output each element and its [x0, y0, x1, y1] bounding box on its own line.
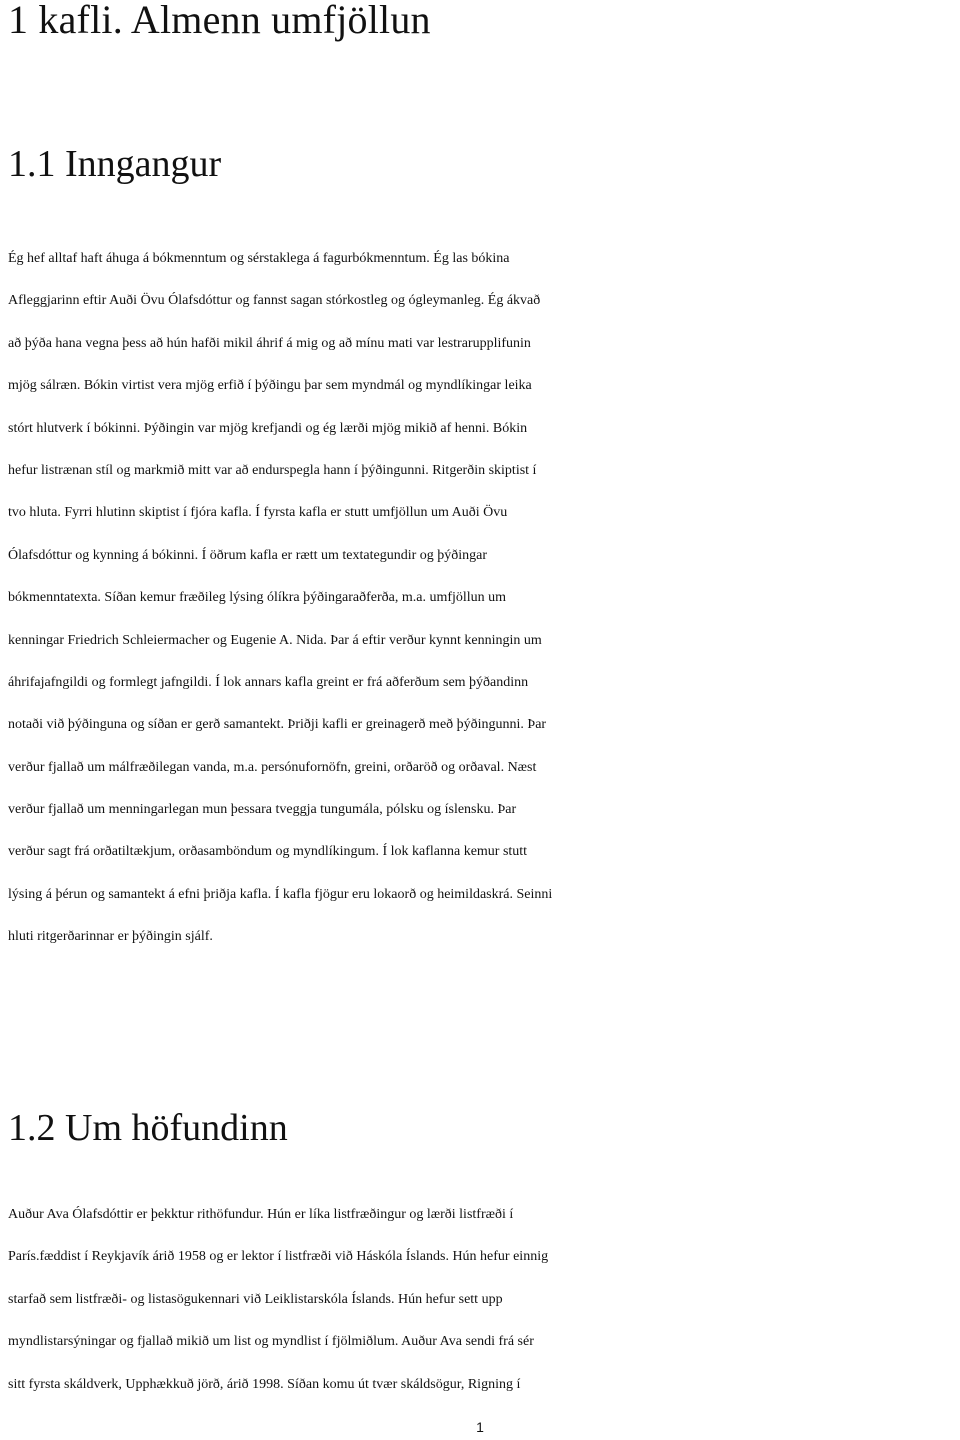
paragraph-line: hluti ritgerðarinnar er þýðingin sjálf. — [8, 929, 213, 945]
introduction-paragraph — [8, 238, 956, 959]
paragraph-line: áhrifajafngildi og formlegt jafngildi. Í lok annars kafla greint er frá aðferðum sem þýðandinn — [8, 674, 529, 690]
paragraph-line: notaði við þýðinguna og síðan er gerð samantekt. Þriðji kafli er greinagerð með þýðingunni. Þar — [8, 717, 547, 733]
paragraph-line: verður sagt frá orðatiltækjum, orðasamböndum og myndlíkingum. Í lok kaflanna kemur stutt — [8, 844, 528, 860]
paragraph-line: verður fjallað um málfræðilegan vanda, m.a. persónufornöfn, greini, orðaröð og orðaval. Næst — [8, 759, 537, 775]
paragraph-line: mjög sálræn. Bókin virtist vera mjög erfið í þýðingu þar sem myndmál og myndlíkingar leika — [8, 378, 532, 394]
paragraph-line: Ólafsdóttur og kynning á bókinni. Í öðrum kafla er rætt um textategundir og þýðingar — [8, 547, 488, 563]
paragraph-line: hefur listrænan stíl og markmið mitt var að endurspegla hann í þýðingunni. Ritgerðin skiptist í — [8, 462, 537, 478]
paragraph-line: stórt hlutverk í bókinni. Þýðingin var mjög krefjandi og ég lærði mjög mikið af henni. Bókin — [8, 420, 528, 436]
paragraph-line: tvo hluta. Fyrri hlutinn skiptist í fjóra kafla. Í fyrsta kafla er stutt umfjöllun um Auði Övu — [8, 505, 508, 521]
paragraph-line: verður fjallað um menningarlegan mun þessara tveggja tungumála, pólsku og íslensku. Þar — [8, 802, 517, 818]
paragraph-line: lýsing á þérun og samantekt á efni þriðja kafla. Í kafla fjögur eru lokaorð og heimildaskrá. Seinni — [8, 886, 553, 902]
paragraph-line: kenningar Friedrich Schleiermacher og Eugenie A. Nida. Þar á eftir verður kynnt kenningin um — [8, 632, 542, 648]
paragraph-line: að þýða hana vegna þess að hún hafði mikil áhrif á mig og að mínu mati var lestrarupplifunin — [8, 335, 531, 351]
paragraph-line: Afleggjarinn eftir Auði Övu Ólafsdóttur og fannst sagan stórkostleg og ógleymanleg. Ég ákvað — [8, 293, 541, 309]
paragraph-line: myndlistarsýningar og fjallað mikið um list og myndlist í fjölmiðlum. Auður Ava sendi frá sér — [8, 1334, 534, 1350]
paragraph-line: sitt fyrsta skáldverk, Upphækkuð jörð, árið 1998. Síðan komu út tvær skáldsögur, Rigning í — [8, 1376, 521, 1392]
section-heading-introduction: 1.1 Inngangur — [8, 143, 222, 185]
paragraph-line: bókmenntatexta. Síðan kemur fræðileg lýsing ólíkra þýðingaraðferða, m.a. umfjöllun um — [8, 590, 507, 606]
paragraph-line: starfað sem listfræði- og listasögukennari við Leiklistarskóla Íslands. Hún hefur sett upp — [8, 1291, 503, 1307]
chapter-title: 1 kafli. Almenn umfjöllun — [8, 0, 431, 42]
paragraph-line: Auður Ava Ólafsdóttir er þekktur rithöfundur. Hún er líka listfræðingur og lærði listfræði í — [8, 1207, 514, 1222]
about-author-paragraph — [8, 1194, 956, 1406]
paragraph-line: París.fæddist í Reykjavík árið 1958 og er lektor í listfræði við Háskóla Íslands. Hún hefur einnig — [8, 1249, 549, 1265]
section-heading-about-author: 1.2 Um höfundinn — [8, 1107, 288, 1149]
paragraph-line: Ég hef alltaf haft áhuga á bókmenntum og sérstaklega á fagurbókmenntum. Ég las bókina — [8, 251, 510, 266]
page-number: 1 — [476, 1419, 484, 1435]
